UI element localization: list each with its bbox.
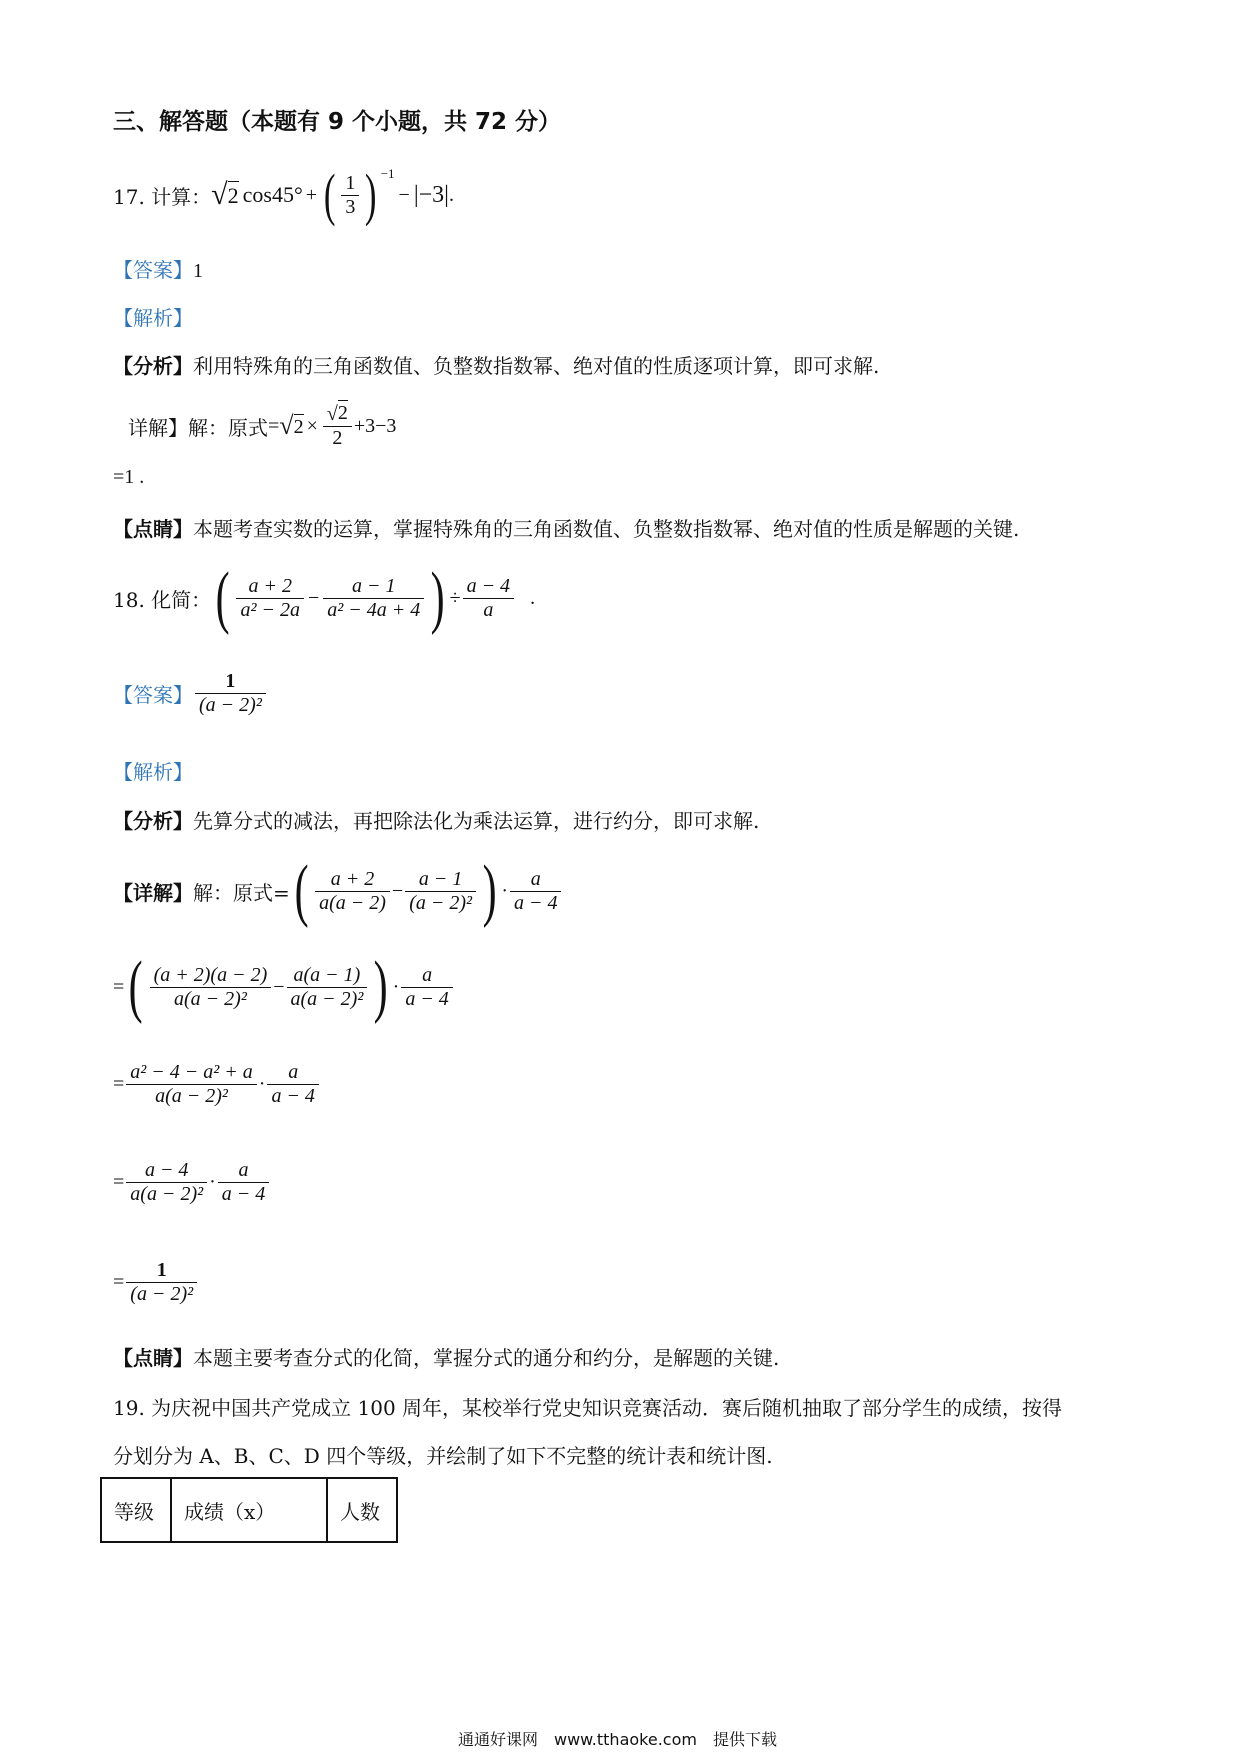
grade-table [100, 1477, 398, 1543]
sqrt-sign: √ [211, 178, 228, 211]
q17-result: =1 . [113, 466, 145, 488]
q17-jiexi: 【解析】 [113, 306, 193, 330]
q18-step2: = ( $\frac{(a + 2)(a - 2)}{\text{a(a − 2)²}}$ − $\frac{a(a - 1)}{\text{a(a − 2)²}}$ ) · $\frac{a}{a - 4}$ [113, 948, 455, 1026]
q18-question: 18. 化简： ( $\frac{a + 2}{\text{a² − 2a}}$ − $\frac{a - 1}{\text{a² − 4a + 4}}$ ) ÷ $\frac{a - 4}{a}$ . [113, 559, 536, 636]
q18-analysis: 【分析】先算分式的减法，再把除法化为乘法运算，进行约分，即可求解. [113, 809, 760, 833]
q19-line2: 分划分为 A、B、C、D 四个等级，并绘制了如下不完整的统计表和统计图. [113, 1444, 773, 1468]
q17-label: 17. 计算： [113, 184, 212, 209]
q17-answer: 【答案】1 [113, 258, 203, 282]
section-heading: 三、解答题（本题有 9 个小题，共 72 分） [113, 109, 562, 135]
q17-comment: 【点睛】本题考查实数的运算，掌握特殊角的三角函数值、负整数指数幂、绝对值的性质是解题的关键. [113, 517, 1020, 541]
q18-answer: 【答案】 $\frac{1}{\text{(a − 2)²}}$ [113, 660, 268, 726]
footer: 通通好课网 www.tthaoke.com 提供下载 [458, 1730, 777, 1749]
q18-step4: = $\frac{a - 4}{\text{a(a − 2)²}}$ · $\frac{a}{a - 4}$ [113, 1148, 271, 1216]
q18-step1: 【详解】 解：原式= ( $\frac{a + 2}{a(a - 2)}$ − $\frac{a - 1}{\text{(a − 2)²}}$ ) · $\frac{a}{a - 4}$ [113, 852, 563, 930]
table-row [101, 1478, 397, 1542]
q17-question: 17. 计算： √ 2 cos45° + ( $\frac{1}{3}$ ) −1 − |−3| . [113, 162, 454, 227]
q18-comment: 【点睛】本题主要考查分式的化简，掌握分式的通分和约分，是解题的关键. [113, 1346, 780, 1370]
q18-step5: = $\frac{1}{\text{(a − 2)²}}$ [113, 1248, 199, 1316]
q17-analysis: 【分析】利用特殊角的三角函数值、负整数指数幂、绝对值的性质逐项计算，即可求解. [113, 354, 880, 378]
table-header-cell: 人数 [327, 1478, 397, 1542]
q17-detail: 详解】解：原式 = √ 2 × $\frac{√2}{2}$ +3−3 [128, 402, 397, 449]
one-third-fraction: $\frac{1}{3}$ [341, 172, 359, 219]
table-header-cell: 等级 [101, 1478, 171, 1542]
q19-line1: 19. 为庆祝中国共产党成立 100 周年，某校举行党史知识竞赛活动．赛后随机抽取了部分学生的成绩，按得 [113, 1396, 1063, 1420]
table-header-cell: 成绩（x） [171, 1478, 327, 1542]
q18-jiexi: 【解析】 [113, 760, 193, 784]
q18-step3: = $\frac{\text{a² − 4 − a² + a}}{\text{a(a − 2)²}}$ · $\frac{a}{a - 4}$ [113, 1050, 321, 1118]
